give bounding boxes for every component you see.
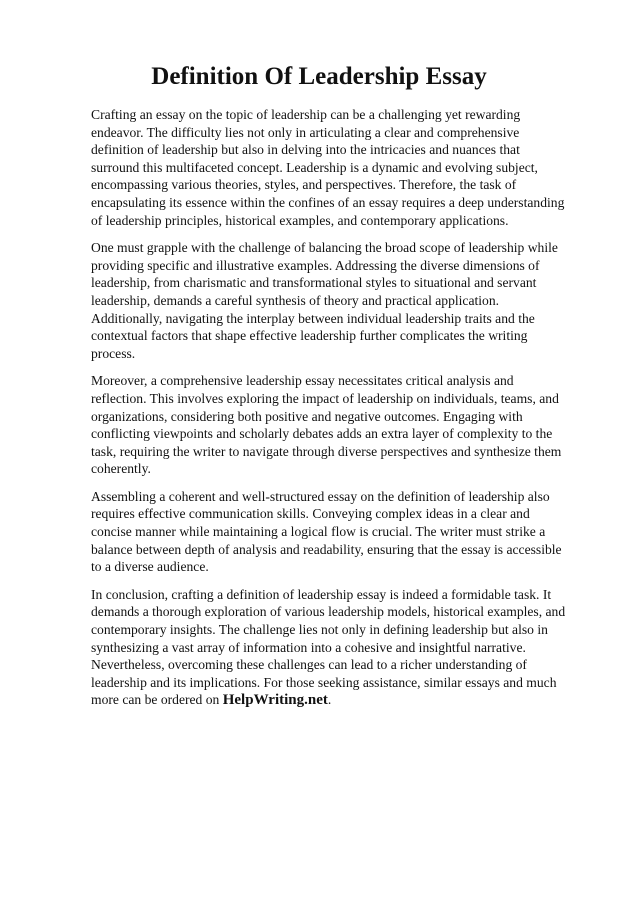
brand-link[interactable]: HelpWriting.net — [222, 692, 328, 709]
paragraph-5 — [91, 586, 567, 710]
paragraph-2: One must grapple with the challenge of balancing the broad scope of leadership while providing specific and illustrative examples. Addressing the diverse dimensions of leadership, from charismatic and transformational styles to situational and servant leadership, demands a careful synthesis of theory and practical application. Additionally, navigating the interplay between individual leadership traits and the contextual factors that shape effective leadership further complicates the writing process. — [91, 240, 558, 361]
conclusion-text: In conclusion, crafting a definition of leadership essay is indeed a formidable task. It demands a thorough exploration of various leadership models, historical examples, and contemporary insights. The challenge lies not only in defining leadership but also in synthesizing a vast array of information into a cohesive and insightful narrative. Nevertheless, overcoming these challenges can lead to a richer understanding of leadership and its implications. For those seeking assistance, similar essays and much more can be ordered on — [91, 586, 566, 708]
essay-body — [91, 106, 567, 720]
paragraph-4: Assembling a coherent and well-structured essay on the definition of leadership also requires effective communication skills. Conveying complex ideas in a clear and concise manner while maintaining a logical flow is crucial. The writer must strike a balance between depth of analysis and readability, ensuring that the essay is accessible to a diverse audience. — [91, 488, 562, 575]
document-title: Definition Of Leadership Essay — [151, 63, 487, 90]
paragraph-3: Moreover, a comprehensive leadership essay necessitates critical analysis and reflection. This involves exploring the impact of leadership on individuals, teams, and organizations, considering both positive and negative outcomes. Engaging with conflicting viewpoints and scholarly debates adds an extra layer of complexity to the task, requiring the writer to navigate through diverse perspectives and synthesize them coherently. — [91, 373, 562, 477]
conclusion-period: . — [327, 692, 332, 708]
paragraph-1: Crafting an essay on the topic of leadership can be a challenging yet rewarding endeavor. The difficulty lies not only in articulating a clear and comprehensive definition of leadership but also in delving into the intricacies and nuances that surround this multifaceted concept. Leadership is a dynamic and evolving subject, encompassing various theories, styles, and perspectives. Therefore, the task of encapsulating its essence within the confines of an essay requires a deep understanding of leadership principles, historical examples, and contemporary applications. — [91, 107, 565, 228]
